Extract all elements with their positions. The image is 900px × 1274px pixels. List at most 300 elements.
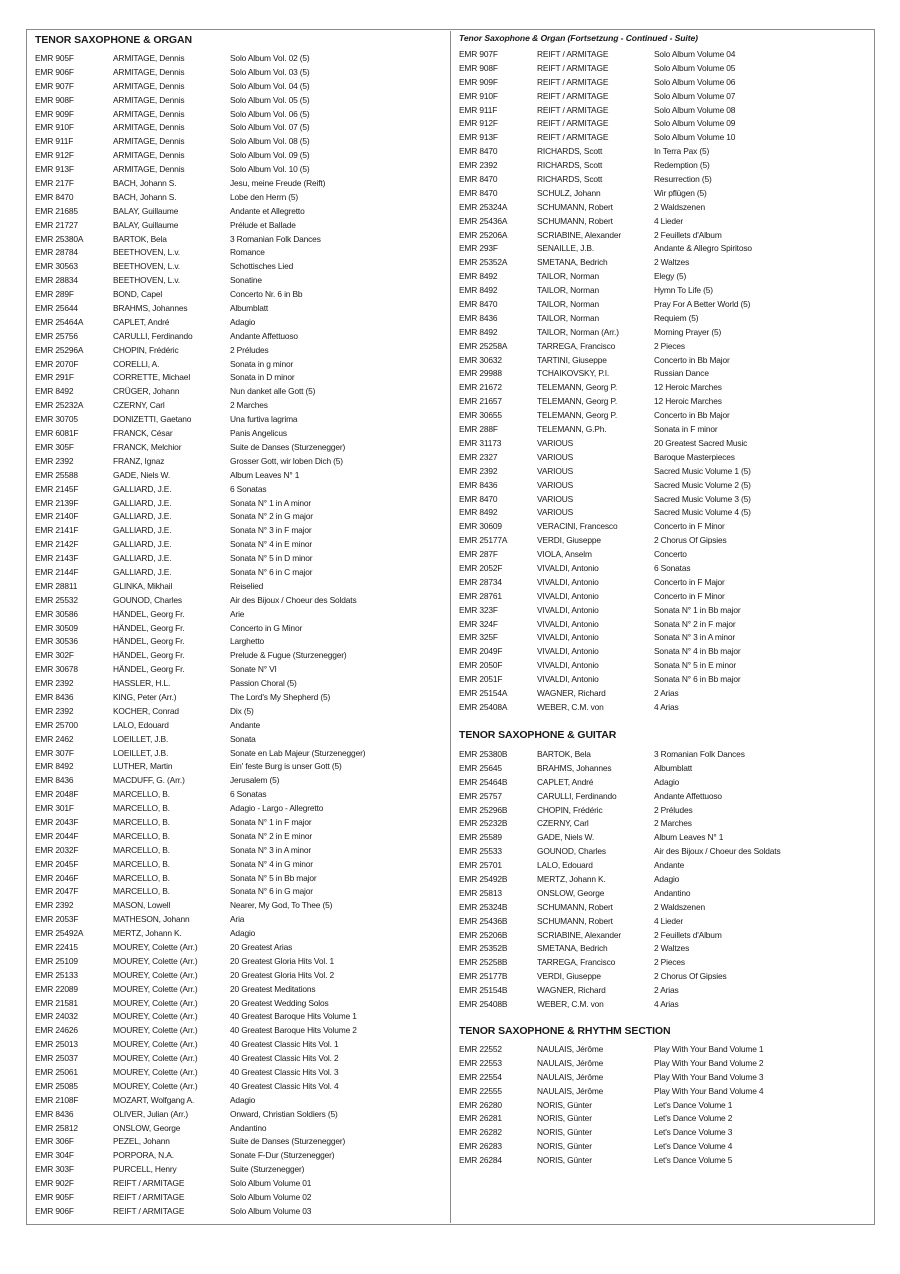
work-title: 2 Arias (654, 985, 679, 996)
catalog-row (35, 66, 440, 80)
work-title: Solo Album Vol. 02 (5) (230, 53, 310, 63)
catalog-row (459, 659, 864, 673)
work-title: Sonatine (230, 275, 262, 286)
catalog-number: EMR 908F (35, 94, 74, 105)
catalog-row (35, 719, 440, 733)
catalog-row (35, 94, 440, 108)
work-title: 2 Waldszenen (654, 901, 705, 912)
work-title: 2 Waltzes (654, 257, 690, 268)
catalog-number: EMR 25061 (35, 1067, 78, 1078)
catalog-row (459, 284, 864, 298)
composer: TELEMANN, Georg P. (537, 410, 617, 421)
composer: HASSLER, H.L. (113, 678, 171, 689)
catalog-number: EMR 31173 (459, 437, 502, 448)
catalog-number: EMR 30678 (35, 664, 78, 675)
work-title: 2 Marches (230, 400, 268, 411)
catalog-number: EMR 8492 (459, 507, 498, 518)
composer: VIVALDI, Antonio (537, 660, 599, 671)
catalog-number: EMR 910F (35, 122, 74, 133)
composer: MOUREY, Colette (Arr.) (113, 1025, 198, 1036)
composer: BACH, Johann S. (113, 191, 177, 202)
catalog-number: EMR 301F (35, 803, 74, 814)
composer: SCHUMANN, Robert (537, 915, 613, 926)
work-title: Adagio (230, 1094, 256, 1105)
work-title: Romance (230, 247, 265, 258)
catalog-row (35, 52, 440, 66)
catalog-number: EMR 25380A (35, 233, 84, 244)
catalog-row (35, 260, 440, 274)
work-title: Concerto in Bb Major (654, 410, 730, 421)
work-title: Requiem (5) (654, 312, 699, 323)
work-title: Arie (230, 608, 245, 619)
composer: HÄNDEL, Georg Fr. (113, 622, 185, 633)
composer: MOUREY, Colette (Arr.) (113, 1039, 198, 1050)
composer: MASON, Lowell (113, 900, 171, 911)
catalog-number: EMR 26283 (459, 1141, 502, 1152)
work-title: Sonata in F minor (654, 424, 718, 435)
catalog-row (35, 788, 440, 802)
work-title: Andantino (654, 887, 691, 898)
composer: HÄNDEL, Georg Fr. (113, 664, 185, 675)
catalog-number: EMR 30586 (35, 608, 78, 619)
catalog-row (35, 497, 440, 511)
composer: VIVALDI, Antonio (537, 604, 599, 615)
work-title: Suite de Danses (Sturzenegger) (230, 441, 346, 452)
work-title: Concerto (654, 549, 687, 560)
catalog-row (35, 371, 440, 385)
catalog-number: EMR 287F (459, 549, 498, 560)
work-title: Let's Dance Volume 5 (654, 1155, 733, 1166)
work-title: 40 Greatest Classic Hits Vol. 4 (230, 1080, 339, 1091)
catalog-number: EMR 25206B (459, 929, 508, 940)
catalog-number: EMR 21581 (35, 997, 78, 1008)
catalog-row (35, 663, 440, 677)
composer: MARCELLO, B. (113, 803, 170, 814)
catalog-number: EMR 907F (35, 80, 74, 91)
composer: NORIS, Günter (537, 1127, 592, 1138)
catalog-row (35, 205, 440, 219)
work-title: Sonata in g minor (230, 358, 294, 369)
catalog-number: EMR 2140F (35, 511, 79, 522)
catalog-number: EMR 912F (459, 118, 498, 129)
composer: CORELLI, A. (113, 358, 160, 369)
composer: VIVALDI, Antonio (537, 576, 599, 587)
catalog-row (459, 804, 864, 818)
catalog-row (35, 1149, 440, 1163)
composer: OLIVER, Julian (Arr.) (113, 1108, 189, 1119)
catalog-row (35, 635, 440, 649)
composer: MARCELLO, B. (113, 858, 170, 869)
catalog-number: EMR 25701 (459, 860, 502, 871)
catalog-number: EMR 25352A (459, 257, 508, 268)
composer: VERDI, Giuseppe (537, 535, 601, 546)
composer: TAILOR, Norman (Arr.) (537, 326, 619, 337)
composer: WEBER, C.M. von (537, 999, 604, 1010)
work-title: Sonata (230, 733, 256, 744)
catalog-number: EMR 25324A (459, 201, 508, 212)
composer: ARMITAGE, Dennis (113, 94, 185, 105)
catalog-row (35, 844, 440, 858)
catalog-row (35, 733, 440, 747)
catalog-row (35, 580, 440, 594)
catalog-number: EMR 22554 (459, 1071, 502, 1082)
work-title: Panis Angelicus (230, 428, 287, 439)
catalog-row (35, 385, 440, 399)
catalog-row (35, 1135, 440, 1149)
catalog-row (459, 645, 864, 659)
work-title: Sacred Music Volume 3 (5) (654, 493, 751, 504)
work-title: 2 Préludes (230, 344, 269, 355)
catalog-number: EMR 2142F (35, 539, 79, 550)
catalog-number: EMR 8470 (35, 191, 74, 202)
work-title: Sonata N° 1 in A minor (230, 497, 312, 508)
composer: MARCELLO, B. (113, 789, 170, 800)
catalog-row (459, 901, 864, 915)
work-title: Play With Your Band Volume 3 (654, 1071, 764, 1082)
work-title: 2 Pieces (654, 957, 685, 968)
catalog-row (35, 677, 440, 691)
composer: VIOLA, Anselm (537, 549, 592, 560)
catalog-row (459, 604, 864, 618)
composer: ONSLOW, George (113, 1122, 181, 1133)
catalog-row (35, 913, 440, 927)
work-title: Onward, Christian Soldiers (5) (230, 1108, 338, 1119)
work-title: Adagio (230, 316, 256, 327)
catalog-number: EMR 30705 (35, 414, 78, 425)
work-title: In Terra Pax (5) (654, 146, 710, 157)
composer: GLINKA, Mikhail (113, 580, 173, 591)
composer: ARMITAGE, Dennis (113, 150, 185, 161)
catalog-row (459, 395, 864, 409)
composer: REIFT / ARMITAGE (537, 118, 609, 129)
composer: REIFT / ARMITAGE (113, 1178, 185, 1189)
catalog-row (459, 201, 864, 215)
composer: SCHUMANN, Robert (537, 201, 613, 212)
catalog-number: EMR 26280 (459, 1099, 502, 1110)
composer: MARCELLO, B. (113, 844, 170, 855)
work-title: Nun danket alle Gott (5) (230, 386, 316, 397)
catalog-row (459, 762, 864, 776)
catalog-row (459, 437, 864, 451)
catalog-number: EMR 25464B (459, 776, 508, 787)
catalog-row (35, 538, 440, 552)
composer: MOUREY, Colette (Arr.) (113, 1080, 198, 1091)
composer: MOUREY, Colette (Arr.) (113, 983, 198, 994)
composer: MARCELLO, B. (113, 816, 170, 827)
composer: RICHARDS, Scott (537, 174, 603, 185)
work-title: Sonate F-Dur (Sturzenegger) (230, 1150, 335, 1161)
composer: PORPORA, N.A. (113, 1150, 174, 1161)
work-title: Concerto in F Minor (654, 590, 725, 601)
work-title: Air des Bijoux / Choeur des Soldats (230, 594, 357, 605)
catalog-number: EMR 2392 (35, 455, 74, 466)
work-title: Solo Album Volume 03 (230, 1205, 312, 1216)
catalog-number: EMR 910F (459, 90, 498, 101)
catalog-number: EMR 25812 (35, 1122, 78, 1133)
work-title: Sacred Music Volume 4 (5) (654, 507, 751, 518)
work-title: Sonata N° 3 in A minor (230, 844, 312, 855)
catalog-row (459, 131, 864, 145)
composer: BARTOK, Bela (537, 749, 591, 759)
catalog-row (35, 858, 440, 872)
catalog-row (459, 590, 864, 604)
work-title: Sacred Music Volume 2 (5) (654, 479, 751, 490)
catalog-number: EMR 25464A (35, 316, 84, 327)
catalog-row (35, 941, 440, 955)
work-title: 2 Chorus Of Gipsies (654, 535, 727, 546)
work-title: Baroque Masterpieces (654, 451, 735, 462)
catalog-list-rhythm (459, 1043, 864, 1168)
work-title: Albumblatt (230, 303, 269, 314)
work-title: Sacred Music Volume 1 (5) (654, 465, 751, 476)
catalog-number: EMR 8492 (459, 285, 498, 296)
catalog-number: EMR 905F (35, 1192, 74, 1203)
catalog-number: EMR 26282 (459, 1127, 502, 1138)
catalog-number: EMR 2047F (35, 886, 79, 897)
catalog-number: EMR 25206A (459, 229, 508, 240)
composer: ONSLOW, George (537, 887, 605, 898)
catalog-row (35, 1094, 440, 1108)
work-title: Solo Album Volume 07 (654, 90, 736, 101)
composer: ARMITAGE, Dennis (113, 66, 185, 77)
composer: REIFT / ARMITAGE (113, 1192, 185, 1203)
catalog-row (459, 326, 864, 340)
work-title: 4 Lieder (654, 915, 684, 926)
catalog-number: EMR 909F (35, 108, 74, 119)
work-title: 40 Greatest Baroque Hits Volume 2 (230, 1025, 357, 1036)
composer: WAGNER, Richard (537, 985, 606, 996)
composer: WAGNER, Richard (537, 687, 606, 698)
work-title: Pray For A Better World (5) (654, 299, 751, 310)
catalog-row (459, 187, 864, 201)
catalog-number: EMR 289F (35, 289, 74, 300)
composer: GALLIARD, J.E. (113, 497, 172, 508)
composer: SCHULZ, Johann (537, 187, 601, 198)
composer: REIFT / ARMITAGE (537, 104, 609, 115)
catalog-row (35, 1205, 440, 1219)
work-title: Sonata N° 6 in Bb major (654, 674, 741, 685)
catalog-number: EMR 307F (35, 747, 74, 758)
catalog-number: EMR 25408B (459, 999, 508, 1010)
composer: GALLIARD, J.E. (113, 511, 172, 522)
catalog-number: EMR 8492 (35, 386, 74, 397)
section-heading-rhythm: TENOR SAXOPHONE & RHYTHM SECTION (459, 1025, 671, 1037)
composer: TARREGA, Francisco (537, 340, 616, 351)
catalog-number: EMR 913F (459, 132, 498, 143)
catalog-row (459, 873, 864, 887)
catalog-number: EMR 25013 (35, 1039, 78, 1050)
catalog-row (35, 455, 440, 469)
work-title: 12 Heroic Marches (654, 396, 722, 407)
catalog-row (459, 1085, 864, 1099)
work-title: 2 Chorus Of Gipsies (654, 971, 727, 982)
work-title: 2 Préludes (654, 804, 693, 815)
work-title: Aria (230, 914, 245, 925)
catalog-number: EMR 2143F (35, 553, 79, 564)
work-title: Solo Album Vol. 09 (5) (230, 150, 310, 161)
catalog-row (35, 594, 440, 608)
catalog-row (35, 1024, 440, 1038)
catalog-row (35, 608, 440, 622)
composer: FRANCK, César (113, 428, 173, 439)
composer: MOZART, Wolfgang A. (113, 1094, 195, 1105)
catalog-number: EMR 25756 (35, 330, 78, 341)
catalog-number: EMR 21685 (35, 205, 78, 216)
work-title: 2 Waltzes (654, 943, 690, 954)
work-title: Suite (Sturzenegger) (230, 1164, 305, 1175)
composer: MOUREY, Colette (Arr.) (113, 997, 198, 1008)
catalog-row (459, 117, 864, 131)
catalog-number: EMR 2032F (35, 844, 79, 855)
work-title: Solo Album Volume 10 (654, 132, 736, 143)
work-title: Let's Dance Volume 2 (654, 1113, 733, 1124)
composer: REIFT / ARMITAGE (113, 1205, 185, 1216)
work-title: Redemption (5) (654, 160, 710, 171)
catalog-row (459, 423, 864, 437)
catalog-row (35, 830, 440, 844)
catalog-number: EMR 25436A (459, 215, 508, 226)
composer: MOUREY, Colette (Arr.) (113, 969, 198, 980)
catalog-row (35, 80, 440, 94)
catalog-number: EMR 2045F (35, 858, 79, 869)
catalog-number: EMR 25588 (35, 469, 78, 480)
work-title: Lobe den Herrn (5) (230, 191, 299, 202)
catalog-number: EMR 8492 (459, 271, 498, 282)
catalog-number: EMR 25154A (459, 687, 508, 698)
work-title: Prélude et Ballade (230, 219, 296, 230)
work-title: Wir pflügen (5) (654, 187, 707, 198)
composer: CHOPIN, Frédéric (537, 804, 603, 815)
composer: VIVALDI, Antonio (537, 674, 599, 685)
catalog-number: EMR 25532 (35, 594, 78, 605)
work-title: Album Leaves N° 1 (230, 469, 300, 480)
work-title: 4 Lieder (654, 215, 684, 226)
catalog-row (459, 687, 864, 701)
catalog-row (459, 1057, 864, 1071)
composer: GOUNOD, Charles (537, 846, 606, 857)
catalog-number: EMR 8436 (459, 479, 498, 490)
catalog-row (459, 1112, 864, 1126)
composer: CHOPIN, Frédéric (113, 344, 179, 355)
catalog-row (35, 816, 440, 830)
composer: ARMITAGE, Dennis (113, 108, 185, 119)
catalog-number: EMR 8470 (459, 146, 498, 157)
catalog-number: EMR 25109 (35, 955, 78, 966)
catalog-row (459, 520, 864, 534)
section-heading-guitar: TENOR SAXOPHONE & GUITAR (459, 729, 617, 741)
composer: NAULAIS, Jérôme (537, 1085, 604, 1096)
composer: ARMITAGE, Dennis (113, 80, 185, 91)
work-title: Dix (5) (230, 705, 254, 716)
composer: VIVALDI, Antonio (537, 646, 599, 657)
composer: BACH, Johann S. (113, 178, 177, 189)
catalog-row (35, 747, 440, 761)
work-title: Sonata N° 2 in F major (654, 618, 736, 629)
catalog-number: EMR 2049F (459, 646, 503, 657)
work-title: Morning Prayer (5) (654, 326, 722, 337)
composer: VIVALDI, Antonio (537, 618, 599, 629)
catalog-number: EMR 911F (35, 136, 74, 147)
composer: MERTZ, Johann K. (113, 928, 182, 939)
catalog-row (35, 246, 440, 260)
catalog-number: EMR 25408A (459, 701, 508, 712)
catalog-row (459, 159, 864, 173)
catalog-number: EMR 25085 (35, 1080, 78, 1091)
composer: BARTOK, Bela (113, 233, 167, 244)
composer: KING, Peter (Arr.) (113, 691, 177, 702)
catalog-number: EMR 8470 (459, 493, 498, 504)
work-title: Andante Affettuoso (654, 790, 722, 801)
composer: RICHARDS, Scott (537, 160, 603, 171)
catalog-number: EMR 306F (35, 1136, 74, 1147)
catalog-row (35, 705, 440, 719)
composer: CARULLI, Ferdinando (537, 790, 617, 801)
composer: BRAHMS, Johannes (113, 303, 188, 314)
work-title: Play With Your Band Volume 1 (654, 1044, 764, 1054)
composer: GOUNOD, Charles (113, 594, 182, 605)
catalog-row (35, 1066, 440, 1080)
catalog-row (35, 1080, 440, 1094)
composer: ARMITAGE, Dennis (113, 164, 185, 175)
catalog-number: EMR 25644 (35, 303, 78, 314)
column-divider (450, 31, 451, 1223)
catalog-number: EMR 2462 (35, 733, 74, 744)
composer: TARTINI, Giuseppe (537, 354, 607, 365)
catalog-number: EMR 324F (459, 618, 498, 629)
catalog-row (35, 121, 440, 135)
catalog-number: EMR 2145F (35, 483, 79, 494)
work-title: 20 Greatest Gloria Hits Vol. 1 (230, 955, 334, 966)
composer: BEETHOVEN, L.v. (113, 275, 180, 286)
catalog-number: EMR 906F (35, 1205, 74, 1216)
composer: BALAY, Guillaume (113, 205, 179, 216)
work-title: Adagio (230, 928, 256, 939)
composer: SCRIABINE, Alexander (537, 929, 622, 940)
catalog-row (35, 524, 440, 538)
work-title: Solo Album Vol. 05 (5) (230, 94, 310, 105)
catalog-row (459, 845, 864, 859)
catalog-number: EMR 913F (35, 164, 74, 175)
catalog-number: EMR 2043F (35, 816, 79, 827)
composer: MOUREY, Colette (Arr.) (113, 1067, 198, 1078)
catalog-number: EMR 907F (459, 49, 498, 59)
composer: VARIOUS (537, 507, 574, 518)
catalog-number: EMR 25645 (459, 762, 502, 773)
work-title: Adagio (654, 776, 680, 787)
catalog-row (35, 997, 440, 1011)
composer: BEETHOVEN, L.v. (113, 247, 180, 258)
work-title: The Lord's My Shepherd (5) (230, 691, 331, 702)
work-title: Concerto Nr. 6 in Bb (230, 289, 303, 300)
catalog-number: EMR 25232A (35, 400, 84, 411)
catalog-number: EMR 22089 (35, 983, 78, 994)
catalog-number: EMR 25296A (35, 344, 84, 355)
work-title: Andante & Allegro Spiritoso (654, 243, 752, 254)
catalog-row (459, 76, 864, 90)
composer: MOUREY, Colette (Arr.) (113, 942, 198, 952)
composer: CZERNY, Carl (113, 400, 165, 411)
catalog-number: EMR 291F (35, 372, 74, 383)
catalog-row (35, 316, 440, 330)
catalog-row (459, 929, 864, 943)
work-title: Solo Album Volume 08 (654, 104, 736, 115)
composer: VARIOUS (537, 451, 574, 462)
composer: VARIOUS (537, 479, 574, 490)
composer: REIFT / ARMITAGE (537, 132, 609, 143)
catalog-row (35, 1122, 440, 1136)
catalog-number: EMR 2139F (35, 497, 79, 508)
catalog-row (459, 229, 864, 243)
